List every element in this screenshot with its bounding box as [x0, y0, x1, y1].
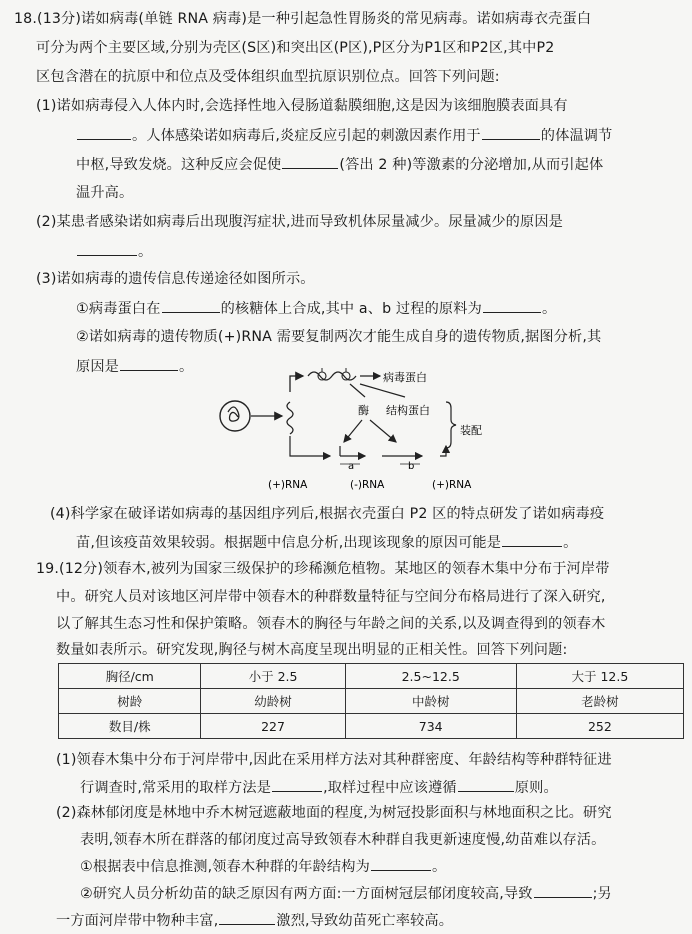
label-process-b: b: [408, 461, 415, 472]
q18-part1-line-4: 温升高。: [76, 185, 134, 201]
arrow: [290, 436, 330, 456]
q19-stem-line-3: 以了解其生态习性和保护策略。领春木的胸径与年龄之间的关系,以及调查得到的领春木: [56, 616, 606, 632]
answer-blank[interactable]: [219, 910, 275, 925]
table-cell: 2.5~12.5: [345, 664, 516, 689]
arrow: [370, 420, 396, 442]
label-plus-rna-right: (+)RNA: [432, 479, 472, 491]
q18-part1-line-3: 中枢,导致发烧。这种反应会促使 (答出 2 种)等激素的分泌增加,从而引起体: [76, 154, 603, 175]
answer-blank[interactable]: [162, 298, 220, 313]
answer-blank[interactable]: [482, 125, 540, 140]
table-row: [59, 714, 684, 739]
arrow: [440, 446, 446, 456]
q19-part2-line-4: ②研究人员分析幼苗的缺乏原因有两方面:一方面树冠层郁闭度较高,导致 ;另: [80, 883, 612, 904]
answer-blank[interactable]: [502, 532, 562, 547]
answer-blank[interactable]: [77, 241, 137, 256]
data-table: [58, 663, 684, 739]
arrow: [344, 420, 362, 442]
q18-part2-line-2: 。: [76, 241, 152, 262]
norovirus-information-flow-diagram: [210, 368, 510, 498]
answer-blank[interactable]: [77, 125, 131, 140]
answer-blank[interactable]: [120, 356, 178, 371]
q18-stem-line-2: 可分为两个主要区域,分别为壳区(S区)和突出区(P区),P区分为P1区和P2区,其中P2: [36, 40, 555, 56]
line: [360, 384, 405, 397]
table-cell: 大于 12.5: [516, 664, 683, 689]
q19-part2-line-2: 表明,领春木所在群落的郁闭度过高导致领春木种群自我更新速度慢,幼苗难以存活。: [80, 832, 606, 848]
q19-stem-line-2: 中。研究人员对该地区河岸带中领春木的种群数量特征与空间分布格局进行了深入研究,: [56, 589, 606, 605]
q18-part3-line-4: 原因是 。: [76, 356, 193, 377]
virus-particle-icon: [220, 401, 250, 431]
q19-part1-line-2: 行调查时,常采用的取样方法是 ,取样过程中应该遵循 原则。: [80, 777, 558, 798]
line: [350, 384, 365, 397]
table-cell: 幼龄树: [201, 689, 345, 714]
table-row: [59, 689, 684, 714]
ribosome-icon: [308, 368, 356, 380]
q18-part3-line-3: ②诺如病毒的遗传物质(+)RNA 需要复制两次才能生成自身的遗传物质,据图分析,其: [76, 329, 602, 345]
table-cell: 数目/株: [59, 714, 201, 739]
q19-part1-line-1: (1)领春木集中分布于河岸带中,因此在采用样方法对其种群密度、年龄结构等种群特征进: [56, 752, 612, 768]
table-cell: 树龄: [59, 689, 201, 714]
q19-part2-line-5: 一方面河岸带中物种丰富, 激烈,导致幼苗死亡率较高。: [56, 910, 453, 931]
label-plus-rna-left: (+)RNA: [268, 479, 308, 491]
table-cell: 252: [516, 714, 683, 739]
rna-strand-squiggle: [287, 402, 293, 434]
answer-blank[interactable]: [458, 777, 514, 792]
q18-part4-line-1: (4)科学家在破译诺如病毒的基因组序列后,根据衣壳蛋白 P2 区的特点研发了诺如病毒疫: [50, 506, 605, 522]
q19-stem-line-4: 数量如表所示。研究发现,胸径与树木高度呈现出明显的正相关性。回答下列问题:: [56, 642, 568, 658]
answer-blank[interactable]: [534, 883, 592, 898]
answer-blank[interactable]: [483, 298, 541, 313]
label-structural-protein: 结构蛋白: [386, 404, 430, 417]
table-cell: 老龄树: [516, 689, 683, 714]
label-process-a: a: [348, 461, 355, 472]
table-row: [59, 664, 684, 689]
table-cell: 734: [345, 714, 516, 739]
label-enzyme: 酶: [358, 404, 369, 417]
arrow: [290, 376, 303, 392]
q18-part1-line-2: 。人体感染诺如病毒后,炎症反应引起的刺激因素作用于 的体温调节: [76, 125, 612, 146]
q18-stem-line-1: 18.(13分)诺如病毒(单链 RNA 病毒)是一种引起急性胃肠炎的常见病毒。诺如病毒衣壳蛋白: [14, 11, 592, 27]
q18-part3-line-2: ①病毒蛋白在 的核糖体上合成,其中 a、b 过程的原料为 。: [76, 298, 556, 319]
q18-part4-line-2: 苗,但该疫苗效果较弱。根据题中信息分析,出现该现象的原因可能是 。: [76, 532, 577, 553]
label-minus-rna: (-)RNA: [350, 479, 385, 491]
q18-part1-line-1: (1)诺如病毒侵入人体内时,会选择性地入侵肠道黏膜细胞,这是因为该细胞膜表面具有: [36, 98, 568, 114]
q18-part3-line-1: (3)诺如病毒的遗传信息传递途径如图所示。: [36, 271, 315, 287]
label-assembly: 装配: [460, 424, 482, 437]
answer-blank[interactable]: [282, 154, 338, 169]
q19-stem-line-1: 19.(12分)领春木,被列为国家三级保护的珍稀濒危植物。某地区的领春木集中分布于河岸带: [36, 561, 610, 577]
table-cell: 中龄树: [345, 689, 516, 714]
label-viral-protein: 病毒蛋白: [383, 371, 427, 384]
q18-stem-line-3: 区包含潜在的抗原中和位点及受体组织血型抗原识别位点。回答下列问题:: [36, 69, 500, 85]
answer-blank[interactable]: [272, 777, 322, 792]
table-cell: 小于 2.5: [201, 664, 345, 689]
table-cell: 227: [201, 714, 345, 739]
q19-part2-line-1: (2)森林郁闭度是林地中乔木树冠遮蔽地面的程度,为树冠投影面积与林地面积之比。研究: [56, 805, 612, 821]
brace: [446, 402, 456, 448]
q18-part2-line-1: (2)某患者感染诺如病毒后出现腹泻症状,进而导致机体尿量减少。尿量减少的原因是: [36, 214, 564, 230]
table-cell: 胸径/cm: [59, 664, 201, 689]
answer-blank[interactable]: [371, 856, 431, 871]
q19-part2-line-3: ①根据表中信息推测,领春木种群的年龄结构为 。: [80, 856, 446, 877]
